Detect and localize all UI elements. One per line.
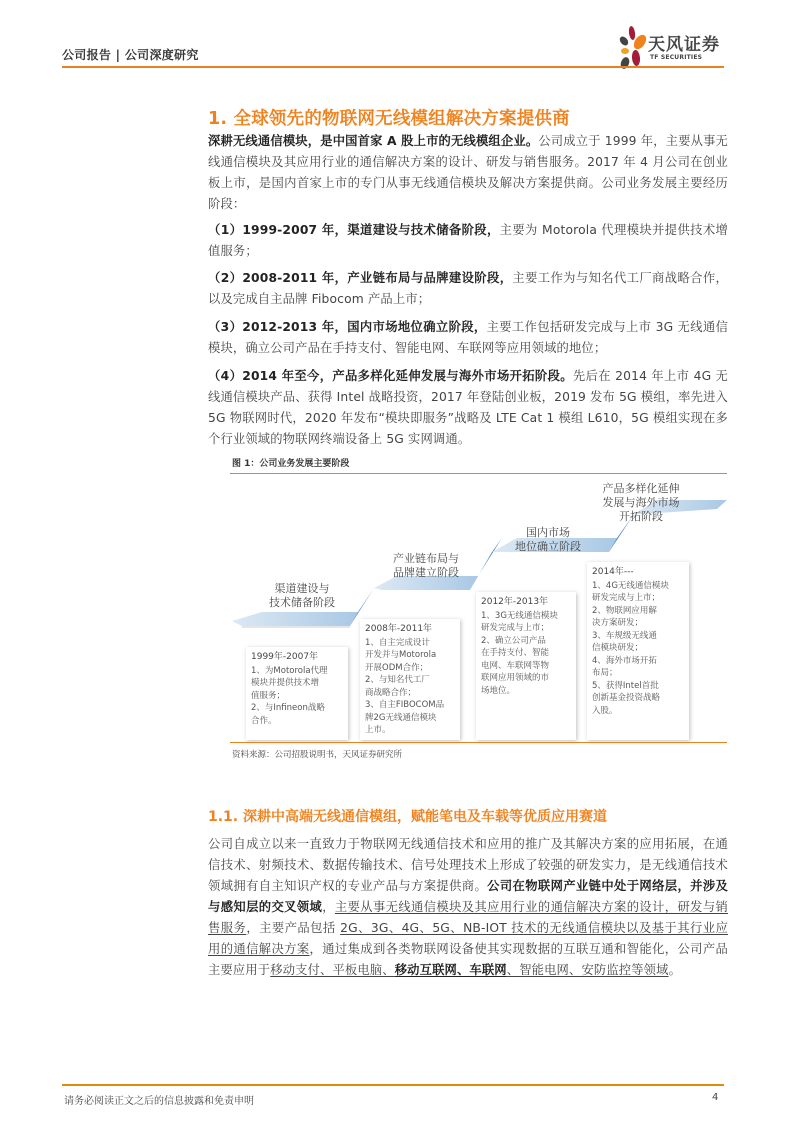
intro-bold-lead: 深耕无线通信模块，是中国首家 A 股上市的无线模组企业。 [208, 134, 539, 148]
stage-item: 研发完成与上市； [592, 593, 661, 603]
phase-name: 国内市场地位确立阶段， [347, 320, 487, 334]
label-line: 地位确立阶段 [515, 540, 581, 553]
intro-paragraph [208, 131, 728, 215]
stage-item: 开展ODM合作； [365, 662, 429, 673]
phase-text: 主要为 Motorola 代理模块并提供技术增值服务； [208, 223, 729, 258]
footer-divider [62, 1084, 724, 1086]
stage-year: 2008年-2011年 [365, 624, 433, 634]
stage-item: 2、物联网应用解 [592, 605, 657, 616]
para-underlined: 、智能电网、安防监控等领域 [506, 963, 669, 977]
stage-item: 布局； [592, 668, 618, 678]
stage-1-label [260, 582, 344, 610]
figure-bottom-rule [230, 742, 727, 743]
stage-4-label [586, 482, 696, 524]
stage-item: 3、自主FIBOCOM品 [365, 700, 445, 710]
phase-prefix: （2）2008-2011 年， [208, 271, 348, 285]
stage-3-detail-box [476, 592, 576, 740]
figure-title: 图 1：公司业务发展主要阶段 [232, 459, 350, 469]
stage-item: 创新基金投资战略 [592, 693, 661, 703]
stage-item: 在手持支付、智能 [481, 648, 550, 658]
phase-3-paragraph [208, 317, 728, 359]
stage-item: 1、3G无线通信模块 [481, 610, 558, 621]
para-text: 公司自成立以来一直致力于物联网无线通信技术和应用的推广及其解决方案的应用拓展，在通信技术、射频技术、数据传输技术、信号处理技术上形成了较强的研发实力，是无线通信技术领域拥有自主知识产权的专业产品与方案提供商。 [208, 837, 728, 893]
intro-text: 公司成立于 1999 年，主要从事无线通信模块及其应用行业的通信解决方案的设计、研发与销售服务。2017 年 4 月公司在创业板上市，是国内首家上市的专门从事无线通信模块及解决方案提供商。公司业务发展主要经历阶段： [208, 134, 728, 211]
para-text: ， [322, 900, 335, 914]
stage-item: 入股。 [592, 705, 618, 716]
section-1-1-paragraph [208, 834, 728, 981]
section-1-heading: 1. 全球领先的物联网无线模组解决方案提供商 [208, 109, 570, 129]
stage-2-detail-box [360, 619, 460, 740]
stage-item: 4、海外市场开拓 [592, 655, 657, 666]
phase-name: 渠道建设与技术储备阶段， [347, 223, 500, 237]
phase-4-paragraph [208, 366, 728, 450]
stage-item: 2、与知名代工厂 [365, 675, 430, 685]
stage-4-detail-box [587, 562, 689, 740]
para-underlined: 主要从事无线通信模块及其应用行业的通信解决方案的设计，研发与销售服务 [208, 900, 729, 935]
stage-item: 联网应用领域的市 [481, 673, 550, 683]
header-divider [62, 66, 724, 68]
stage-3-label [500, 526, 596, 554]
stage-item: 牌2G无线通信模块 [365, 712, 437, 723]
stage-item: 上市。 [365, 725, 391, 735]
phase-text: 先后在 2014 年上市 4G 无线通信模块产品、获得 Intel 战略投资，2017 年登陆创业板，2019 发布 5G 模组，率先进入 5G 物联网时代，2020 年发布“模块即服务”战略及 LTE Cat 1 模组 L610，5G 模组实现在多个行业领域的物联网终端设备上 5G 实网调通。 [208, 369, 728, 446]
flower-logo-icon [618, 24, 648, 70]
label-line: 品牌建立阶段 [393, 566, 459, 579]
phase-text: 主要工作为与知名代工厂商战略合作，以及完成自主品牌 Fibocom 产品上市； [208, 271, 728, 306]
para-underlined-bold: 移动互联网、车联网 [394, 963, 507, 977]
stage-item: 1、4G无线通信模块 [592, 580, 669, 591]
stage-item: 开发并与Motorola [365, 650, 437, 660]
phase-prefix: （3）2012-2013 年， [208, 320, 348, 334]
stage-year: 1999年-2007年 [251, 652, 319, 662]
logo-english-name: TF SECURITIES [650, 54, 703, 61]
label-line: 技术储备阶段 [269, 596, 335, 609]
stage-item: 信模块研发； [592, 643, 644, 653]
phase-text: 主要工作包括研发完成与上市 3G 无线通信模块，确立公司产品在手持支付、智能电网、车联网等应用领域的地位； [208, 320, 729, 355]
para-underlined: 2G、3G、4G、5G、NB-IOT 技术的无线通信模块以及基于其行业应用的通信解决方案 [208, 921, 729, 956]
label-line: 产品多样化延伸 [602, 482, 680, 495]
phase-2-paragraph [208, 268, 728, 310]
footer-disclaimer: 请务必阅读正文之后的信息披露和免责申明 [64, 1096, 254, 1107]
stage-item: 2、确立公司产品 [481, 635, 546, 646]
stage-item: 1、自主完成设计 [365, 637, 430, 648]
stage-item: 模块并提供技术增 [251, 678, 320, 688]
para-underlined: 移动支付、平板电脑、 [270, 963, 395, 977]
stage-year: 2012年-2013年 [481, 597, 549, 607]
phase-name: 产业链布局与品牌建设阶段， [347, 271, 513, 285]
stage-item: 1、为Motorola代理 [251, 665, 328, 676]
stage-item: 研发完成与上市； [481, 623, 550, 633]
logo-chinese-name: 天风证券 [648, 35, 720, 55]
para-bold: 公司在物联网产业链中处于网络层，并涉及与感知层的交叉领域 [208, 879, 728, 914]
stage-item: 3、车规级无线通 [592, 630, 657, 641]
stage-item: 5、获得Intel首批 [592, 680, 659, 691]
stage-2-label [378, 552, 474, 580]
para-text: ，通过集成到各类物联网设备使其实现数据的互联互通和智能化，公司产品主要应用于 [208, 942, 729, 977]
label-line: 渠道建设与 [274, 582, 330, 595]
para-text: ，主要产品包括 [246, 921, 341, 935]
section-1-1-heading: 1.1. 深耕中高端无线通信模组，赋能笔电及车载等优质应用赛道 [208, 809, 607, 825]
figure-source: 资料来源：公司招股说明书，天风证券研究所 [232, 750, 403, 760]
label-line: 开拓阶段 [619, 510, 663, 523]
phase-1-paragraph [208, 220, 728, 262]
phase-prefix: （1）1999-2007 年， [208, 223, 348, 237]
report-type-label: 公司报告 | 公司深度研究 [62, 48, 199, 62]
stage-item: 场地位。 [481, 685, 516, 696]
phase-name: 产品多样化延伸发展与海外市场开拓阶段。 [332, 369, 573, 383]
label-line: 国内市场 [526, 526, 570, 539]
business-stages-diagram [232, 476, 727, 740]
label-line: 发展与海外市场 [602, 496, 680, 509]
para-text: 。 [668, 963, 682, 977]
phase-prefix: （4）2014 年至今， [208, 369, 333, 383]
stage-item: 值服务； [251, 690, 286, 701]
stage-item: 电网、车联网等物 [481, 660, 550, 671]
page-number: 4 [712, 1092, 719, 1103]
stage-year: 2014年--- [592, 567, 634, 577]
figure-top-rule [230, 473, 727, 474]
stage-item: 合作。 [251, 715, 277, 726]
stage-item: 决方案研发； [592, 618, 644, 628]
stage-1-detail-box [246, 647, 348, 740]
stage-item: 2、与Infineon战略 [251, 703, 325, 713]
tf-securities-logo [618, 24, 728, 70]
label-line: 产业链布局与 [393, 552, 459, 565]
stage-item: 商战略合作； [365, 687, 417, 698]
